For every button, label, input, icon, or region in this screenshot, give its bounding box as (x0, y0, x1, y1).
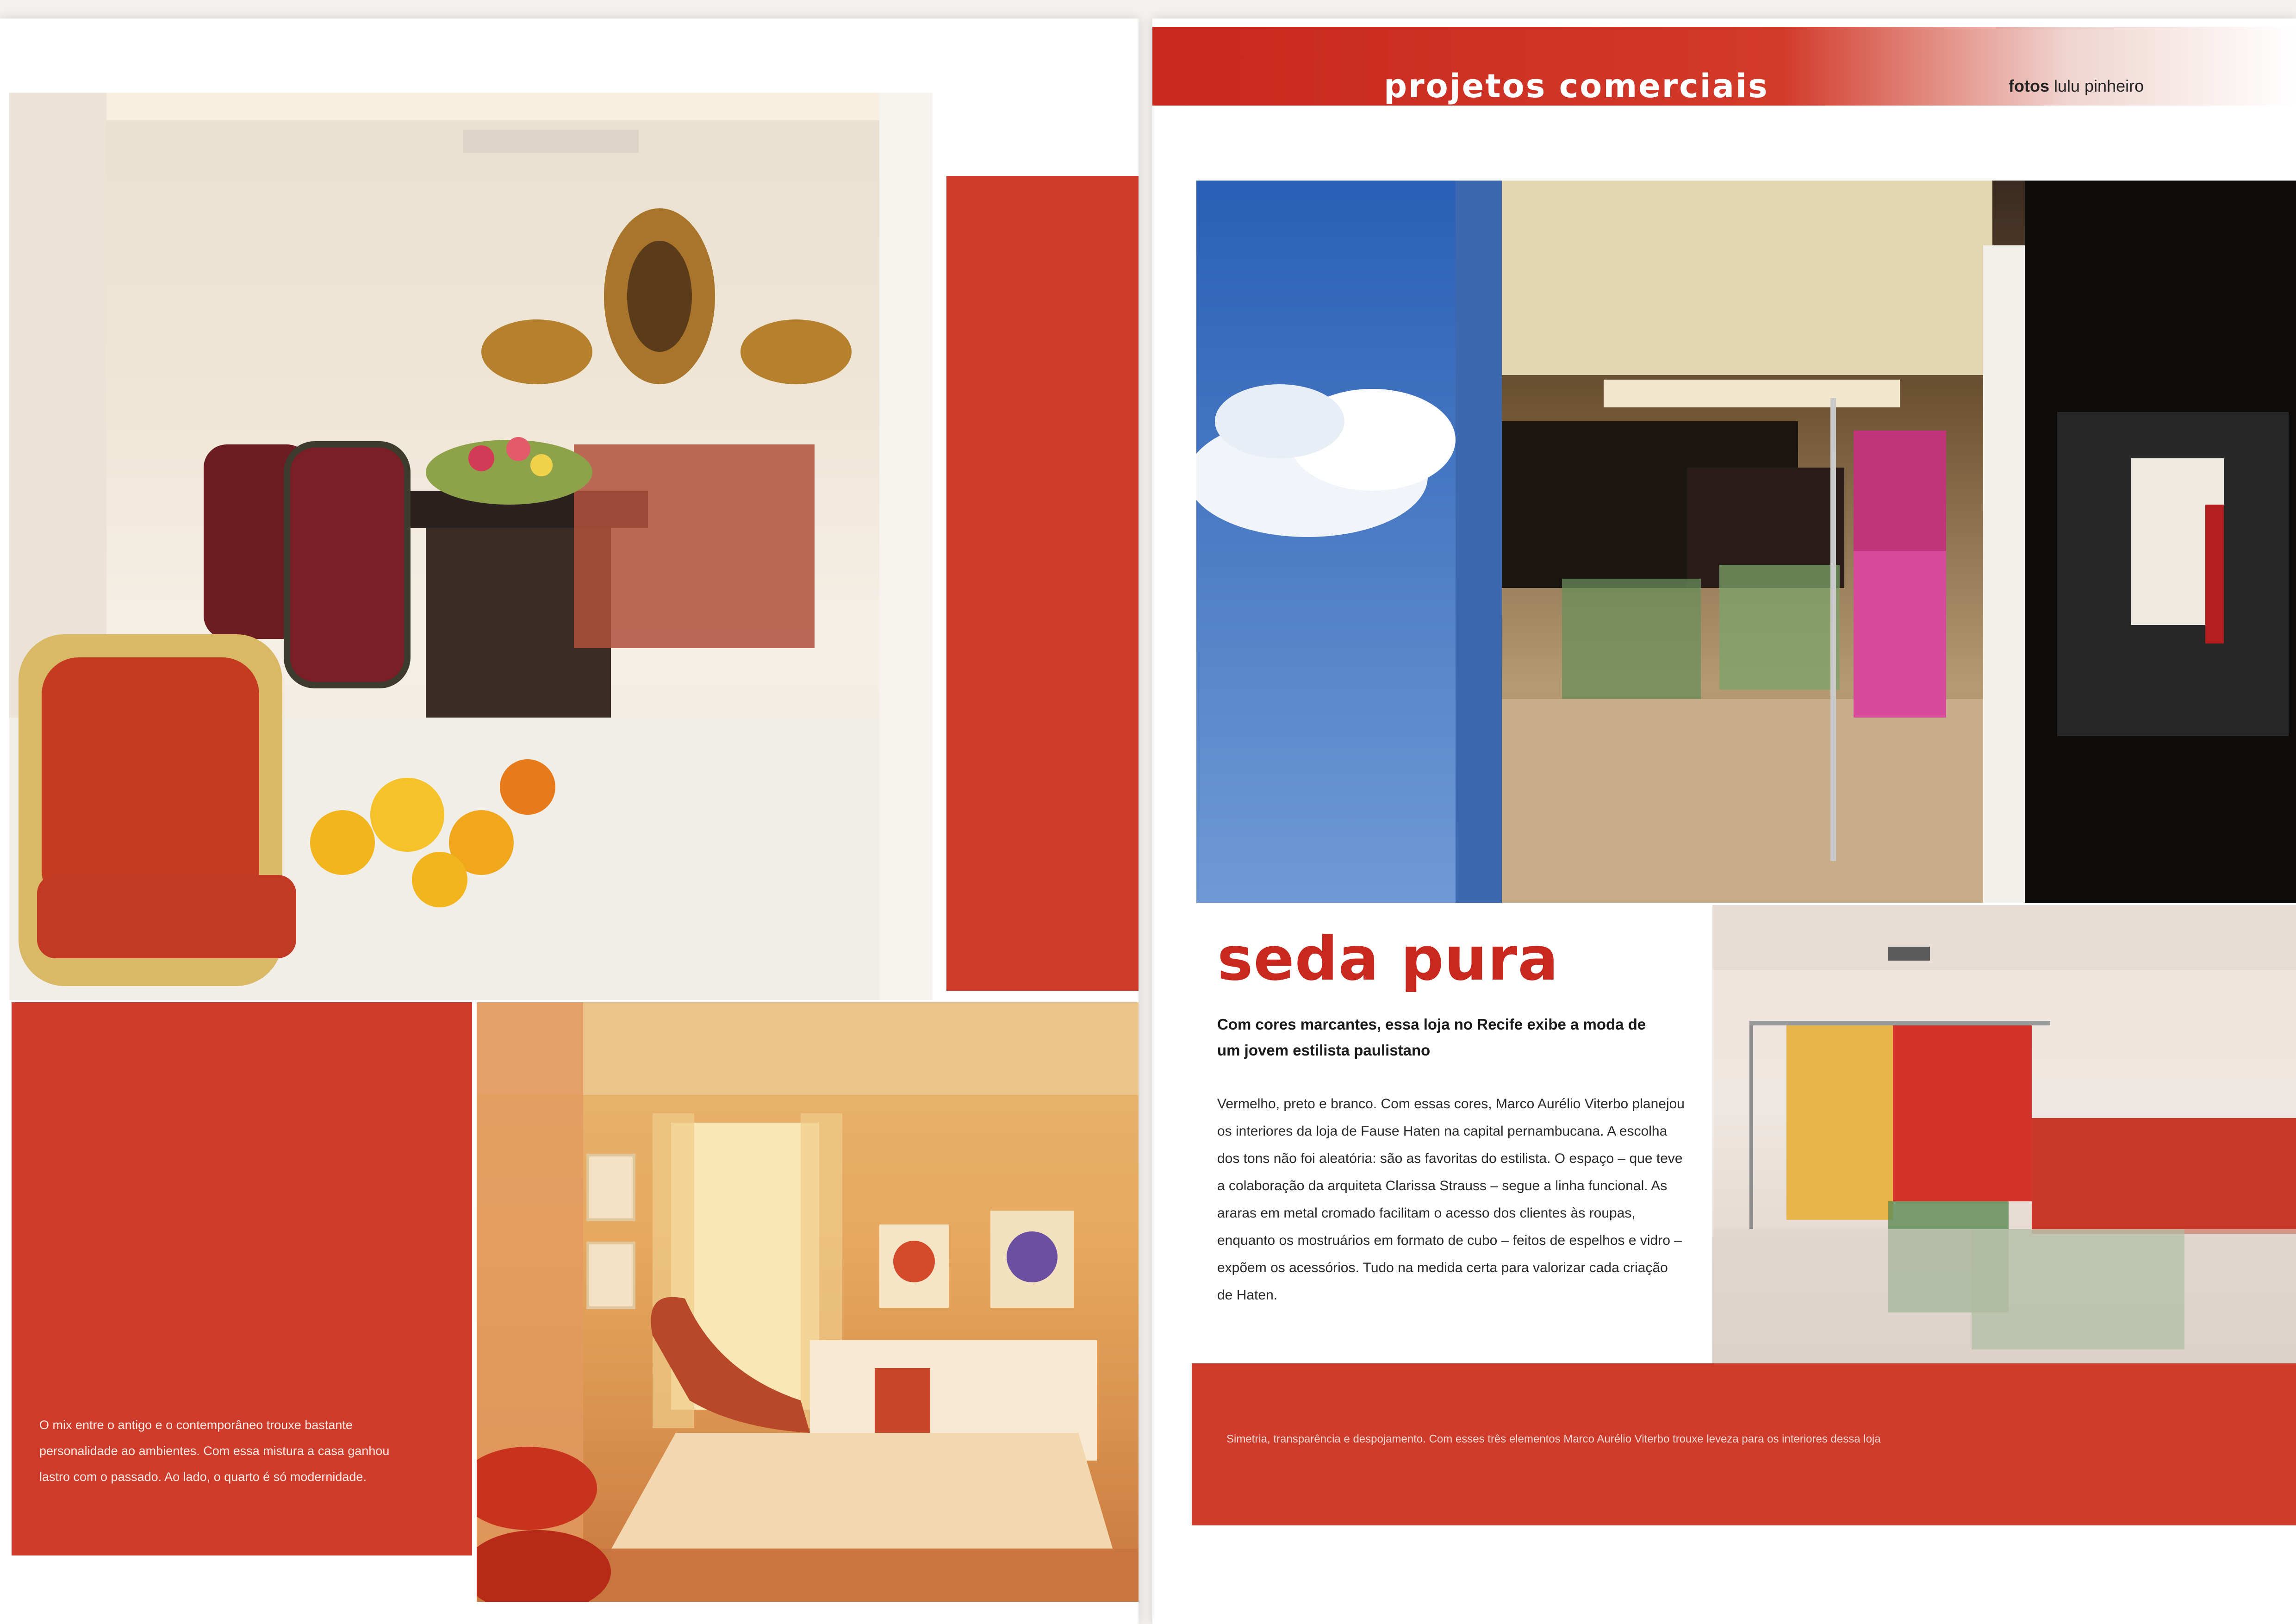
bedroom-photo (477, 1002, 1139, 1602)
store-interior-photo (1196, 181, 2296, 903)
dining-room-photo (9, 93, 933, 1000)
article-title: seda pura (1217, 924, 1559, 994)
article-body: Vermelho, preto e branco. Com essas cores, Marco Aurélio Viterbo planejou os interiores da loja de Fause Haten na capital pernambucana. A escolha dos tons não foi aleatória: são as favoritas do estilista. O espaço – que teve a colaboração da arquiteta Clarissa Strauss – segue a linha funcional. As araras em metal cromado facilitam o acesso dos clientes às roupas, enquanto os mostruários em formato de cubo – feitos de espelhos e vidro – expõem os acessórios. Tudo na medida certa para valorizar cada criação de Haten. (1217, 1096, 1685, 1303)
left-photo-caption: O mix entre o antigo e o contemporâneo trouxe bastante personalidade ao ambientes. Com essa mistura a casa ganhou lastro com o passado. Ao lado, o quarto é só modernidade. (39, 1418, 390, 1484)
red-color-block (946, 176, 1139, 991)
store-photo-caption: Simetria, transparência e despojamento. Com esses três elementos Marco Aurélio Viterbo trouxe leveza para os interiores dessa loja (1226, 1433, 1881, 1445)
store-display-photo (1712, 905, 2296, 1363)
photo-credit-name: lulu pinheiro (2054, 76, 2144, 95)
photo-credit (2009, 76, 2144, 96)
article-subtitle: Com cores marcantes, essa loja no Recife exibe a moda de um jovem estilista paulistano (1217, 1016, 1646, 1059)
photo-credit-label: fotos (2009, 76, 2049, 95)
section-title: projetos comerciais (1384, 67, 1769, 105)
